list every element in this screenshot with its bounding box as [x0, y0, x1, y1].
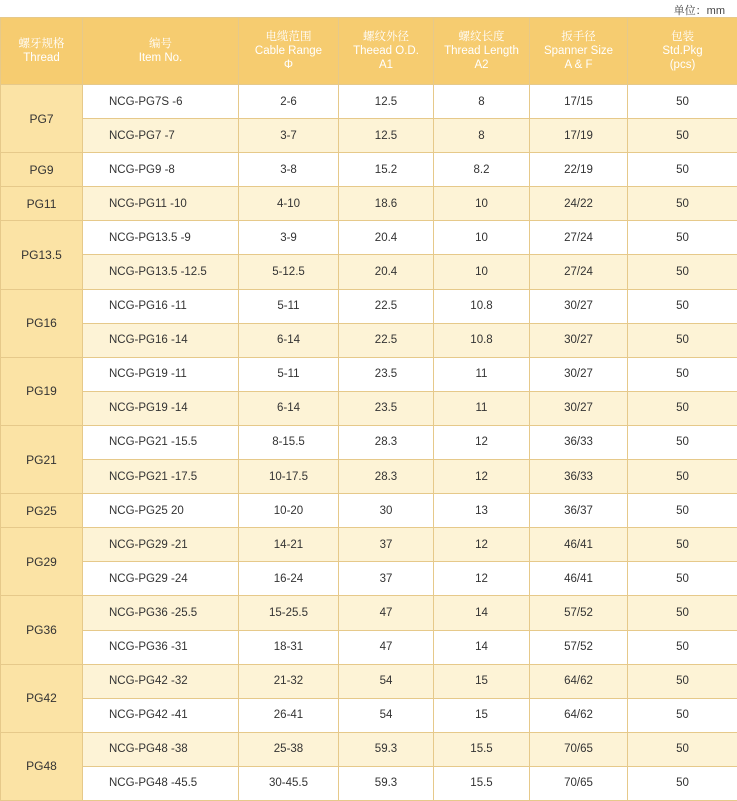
cable-range-cell: 4-10 — [239, 187, 339, 221]
std-pkg-cell: 50 — [628, 732, 737, 766]
cable-range-cell: 2-6 — [239, 85, 339, 119]
thread-od-cell: 22.5 — [339, 323, 434, 357]
item-cell: NCG-PG7 -7 — [83, 119, 239, 153]
std-pkg-cell: 50 — [628, 494, 737, 528]
item-cell: NCG-PG7S -6 — [83, 85, 239, 119]
thread-size-cell: PG16 — [1, 289, 83, 357]
thread-length-cell: 12 — [434, 425, 530, 459]
thread-length-cell: 12 — [434, 460, 530, 494]
cable-range-cell: 5-11 — [239, 289, 339, 323]
thread-od-cell: 18.6 — [339, 187, 434, 221]
cable-range-cell: 5-11 — [239, 357, 339, 391]
cable-range-cell: 15-25.5 — [239, 596, 339, 630]
std-pkg-cell: 50 — [628, 425, 737, 459]
spanner-size-cell: 27/24 — [530, 255, 628, 289]
item-cell: NCG-PG48 -45.5 — [83, 766, 239, 800]
thread-length-cell: 10 — [434, 255, 530, 289]
table-row — [1, 732, 737, 766]
thread-length-cell: 13 — [434, 494, 530, 528]
header-item-en: Item No. — [83, 51, 238, 65]
cable-range-cell: 6-14 — [239, 391, 339, 425]
table-header — [1, 18, 737, 85]
thread-length-cell: 11 — [434, 357, 530, 391]
std-pkg-cell: 50 — [628, 289, 737, 323]
header-thread-od-en: Theead O.D. — [339, 44, 433, 58]
cable-range-cell: 21-32 — [239, 664, 339, 698]
thread-size-cell: PG19 — [1, 357, 83, 425]
table-row — [1, 323, 737, 357]
header-std-pkg-unit: (pcs) — [628, 58, 737, 72]
std-pkg-cell: 50 — [628, 85, 737, 119]
header-thread-od — [339, 18, 434, 85]
thread-od-cell: 37 — [339, 528, 434, 562]
item-cell: NCG-PG36 -25.5 — [83, 596, 239, 630]
item-cell: NCG-PG48 -38 — [83, 732, 239, 766]
thread-od-cell: 47 — [339, 630, 434, 664]
thread-length-cell: 8 — [434, 119, 530, 153]
thread-od-cell: 37 — [339, 562, 434, 596]
std-pkg-cell: 50 — [628, 664, 737, 698]
item-cell: NCG-PG42 -41 — [83, 698, 239, 732]
spec-table — [0, 17, 737, 801]
table-row — [1, 357, 737, 391]
table-row — [1, 596, 737, 630]
thread-od-cell: 47 — [339, 596, 434, 630]
header-std-pkg-en: Std.Pkg — [628, 44, 737, 58]
std-pkg-cell: 50 — [628, 391, 737, 425]
cable-range-cell: 16-24 — [239, 562, 339, 596]
thread-size-cell: PG11 — [1, 187, 83, 221]
thread-length-cell: 15 — [434, 698, 530, 732]
item-cell: NCG-PG11 -10 — [83, 187, 239, 221]
std-pkg-cell: 50 — [628, 119, 737, 153]
thread-length-cell: 15.5 — [434, 766, 530, 800]
std-pkg-cell: 50 — [628, 323, 737, 357]
header-thread-length-en: Thread Length — [434, 44, 529, 58]
thread-length-cell: 8.2 — [434, 153, 530, 187]
spanner-size-cell: 30/27 — [530, 391, 628, 425]
thread-length-cell: 15 — [434, 664, 530, 698]
std-pkg-cell: 50 — [628, 221, 737, 255]
item-cell: NCG-PG29 -21 — [83, 528, 239, 562]
spanner-size-cell: 24/22 — [530, 187, 628, 221]
header-thread — [1, 18, 83, 85]
header-thread-length-cn: 螺纹长度 — [434, 30, 529, 44]
std-pkg-cell: 50 — [628, 460, 737, 494]
cable-range-cell: 10-17.5 — [239, 460, 339, 494]
spanner-size-cell: 36/33 — [530, 460, 628, 494]
spanner-size-cell: 46/41 — [530, 528, 628, 562]
spanner-size-cell: 64/62 — [530, 664, 628, 698]
item-cell: NCG-PG29 -24 — [83, 562, 239, 596]
table-row — [1, 494, 737, 528]
thread-length-cell: 11 — [434, 391, 530, 425]
std-pkg-cell: 50 — [628, 630, 737, 664]
header-std-pkg-cn: 包装 — [628, 30, 737, 44]
header-cable-range-cn: 电缆范围 — [239, 30, 338, 44]
thread-size-cell: PG25 — [1, 494, 83, 528]
thread-od-cell: 20.4 — [339, 255, 434, 289]
std-pkg-cell: 50 — [628, 698, 737, 732]
std-pkg-cell: 50 — [628, 255, 737, 289]
cable-range-cell: 14-21 — [239, 528, 339, 562]
thread-od-cell: 28.3 — [339, 425, 434, 459]
table-row — [1, 766, 737, 800]
header-thread-length-sym: A2 — [434, 58, 529, 72]
std-pkg-cell: 50 — [628, 766, 737, 800]
thread-length-cell: 12 — [434, 562, 530, 596]
table-row — [1, 460, 737, 494]
table-row — [1, 528, 737, 562]
thread-length-cell: 8 — [434, 85, 530, 119]
table-row — [1, 221, 737, 255]
thread-length-cell: 12 — [434, 528, 530, 562]
spanner-size-cell: 30/27 — [530, 323, 628, 357]
cable-range-cell: 26-41 — [239, 698, 339, 732]
thread-od-cell: 59.3 — [339, 732, 434, 766]
table-row — [1, 391, 737, 425]
item-cell: NCG-PG21 -17.5 — [83, 460, 239, 494]
thread-od-cell: 23.5 — [339, 391, 434, 425]
table-body — [1, 85, 737, 801]
cable-range-cell: 3-9 — [239, 221, 339, 255]
thread-length-cell: 10 — [434, 187, 530, 221]
cable-range-cell: 25-38 — [239, 732, 339, 766]
thread-od-cell: 15.2 — [339, 153, 434, 187]
header-spanner-size-cn: 扳手径 — [530, 30, 627, 44]
spanner-size-cell: 64/62 — [530, 698, 628, 732]
thread-size-cell: PG29 — [1, 528, 83, 596]
header-cable-range — [239, 18, 339, 85]
std-pkg-cell: 50 — [628, 528, 737, 562]
cable-range-cell: 5-12.5 — [239, 255, 339, 289]
thread-size-cell: PG9 — [1, 153, 83, 187]
spanner-size-cell: 57/52 — [530, 596, 628, 630]
table-row — [1, 289, 737, 323]
cable-range-cell: 3-7 — [239, 119, 339, 153]
thread-size-cell: PG42 — [1, 664, 83, 732]
header-spanner-size — [530, 18, 628, 85]
thread-length-cell: 10.8 — [434, 289, 530, 323]
table-row — [1, 664, 737, 698]
cable-range-cell: 6-14 — [239, 323, 339, 357]
cable-range-cell: 8-15.5 — [239, 425, 339, 459]
unit-label: 单位：mm — [674, 2, 725, 18]
thread-od-cell: 12.5 — [339, 85, 434, 119]
thread-length-cell: 10 — [434, 221, 530, 255]
spanner-size-cell: 22/19 — [530, 153, 628, 187]
table-row — [1, 255, 737, 289]
item-cell: NCG-PG13.5 -9 — [83, 221, 239, 255]
spanner-size-cell: 27/24 — [530, 221, 628, 255]
thread-od-cell: 59.3 — [339, 766, 434, 800]
thread-length-cell: 14 — [434, 630, 530, 664]
item-cell: NCG-PG9 -8 — [83, 153, 239, 187]
thread-od-cell: 23.5 — [339, 357, 434, 391]
thread-od-cell: 12.5 — [339, 119, 434, 153]
item-cell: NCG-PG16 -11 — [83, 289, 239, 323]
spanner-size-cell: 36/33 — [530, 425, 628, 459]
header-cable-range-sym: Φ — [239, 58, 338, 72]
spanner-size-cell: 57/52 — [530, 630, 628, 664]
thread-size-cell: PG48 — [1, 732, 83, 800]
thread-od-cell: 54 — [339, 698, 434, 732]
spanner-size-cell: 70/65 — [530, 732, 628, 766]
thread-length-cell: 10.8 — [434, 323, 530, 357]
header-thread-length — [434, 18, 530, 85]
header-item-cn: 编号 — [83, 37, 238, 51]
item-cell: NCG-PG21 -15.5 — [83, 425, 239, 459]
table-row — [1, 562, 737, 596]
table-row — [1, 630, 737, 664]
spanner-size-cell: 17/15 — [530, 85, 628, 119]
header-thread-cn: 螺牙规格 — [1, 37, 82, 51]
thread-size-cell: PG13.5 — [1, 221, 83, 289]
table-row — [1, 698, 737, 732]
cable-range-cell: 10-20 — [239, 494, 339, 528]
header-item — [83, 18, 239, 85]
thread-length-cell: 14 — [434, 596, 530, 630]
table-row — [1, 187, 737, 221]
spanner-size-cell: 17/19 — [530, 119, 628, 153]
header-cable-range-en: Cable Range — [239, 44, 338, 58]
std-pkg-cell: 50 — [628, 153, 737, 187]
table-row — [1, 85, 737, 119]
spanner-size-cell: 70/65 — [530, 766, 628, 800]
item-cell: NCG-PG42 -32 — [83, 664, 239, 698]
std-pkg-cell: 50 — [628, 562, 737, 596]
item-cell: NCG-PG13.5 -12.5 — [83, 255, 239, 289]
thread-length-cell: 15.5 — [434, 732, 530, 766]
spanner-size-cell: 46/41 — [530, 562, 628, 596]
item-cell: NCG-PG16 -14 — [83, 323, 239, 357]
thread-od-cell: 28.3 — [339, 460, 434, 494]
item-cell: NCG-PG19 -11 — [83, 357, 239, 391]
header-std-pkg — [628, 18, 737, 85]
thread-od-cell: 20.4 — [339, 221, 434, 255]
header-thread-en: Thread — [1, 51, 82, 65]
header-thread-od-cn: 螺纹外径 — [339, 30, 433, 44]
header-row — [1, 18, 737, 85]
spanner-size-cell: 36/37 — [530, 494, 628, 528]
header-spanner-size-sym: A & F — [530, 58, 627, 72]
thread-size-cell: PG7 — [1, 85, 83, 153]
thread-od-cell: 30 — [339, 494, 434, 528]
thread-od-cell: 54 — [339, 664, 434, 698]
cable-range-cell: 3-8 — [239, 153, 339, 187]
cable-range-cell: 30-45.5 — [239, 766, 339, 800]
spanner-size-cell: 30/27 — [530, 289, 628, 323]
item-cell: NCG-PG19 -14 — [83, 391, 239, 425]
header-thread-od-sym: A1 — [339, 58, 433, 72]
item-cell: NCG-PG25 20 — [83, 494, 239, 528]
std-pkg-cell: 50 — [628, 596, 737, 630]
thread-size-cell: PG36 — [1, 596, 83, 664]
table-row — [1, 119, 737, 153]
header-spanner-size-en: Spanner Size — [530, 44, 627, 58]
table-row — [1, 425, 737, 459]
item-cell: NCG-PG36 -31 — [83, 630, 239, 664]
cable-range-cell: 18-31 — [239, 630, 339, 664]
table-row — [1, 153, 737, 187]
spanner-size-cell: 30/27 — [530, 357, 628, 391]
std-pkg-cell: 50 — [628, 357, 737, 391]
thread-size-cell: PG21 — [1, 425, 83, 493]
std-pkg-cell: 50 — [628, 187, 737, 221]
thread-od-cell: 22.5 — [339, 289, 434, 323]
